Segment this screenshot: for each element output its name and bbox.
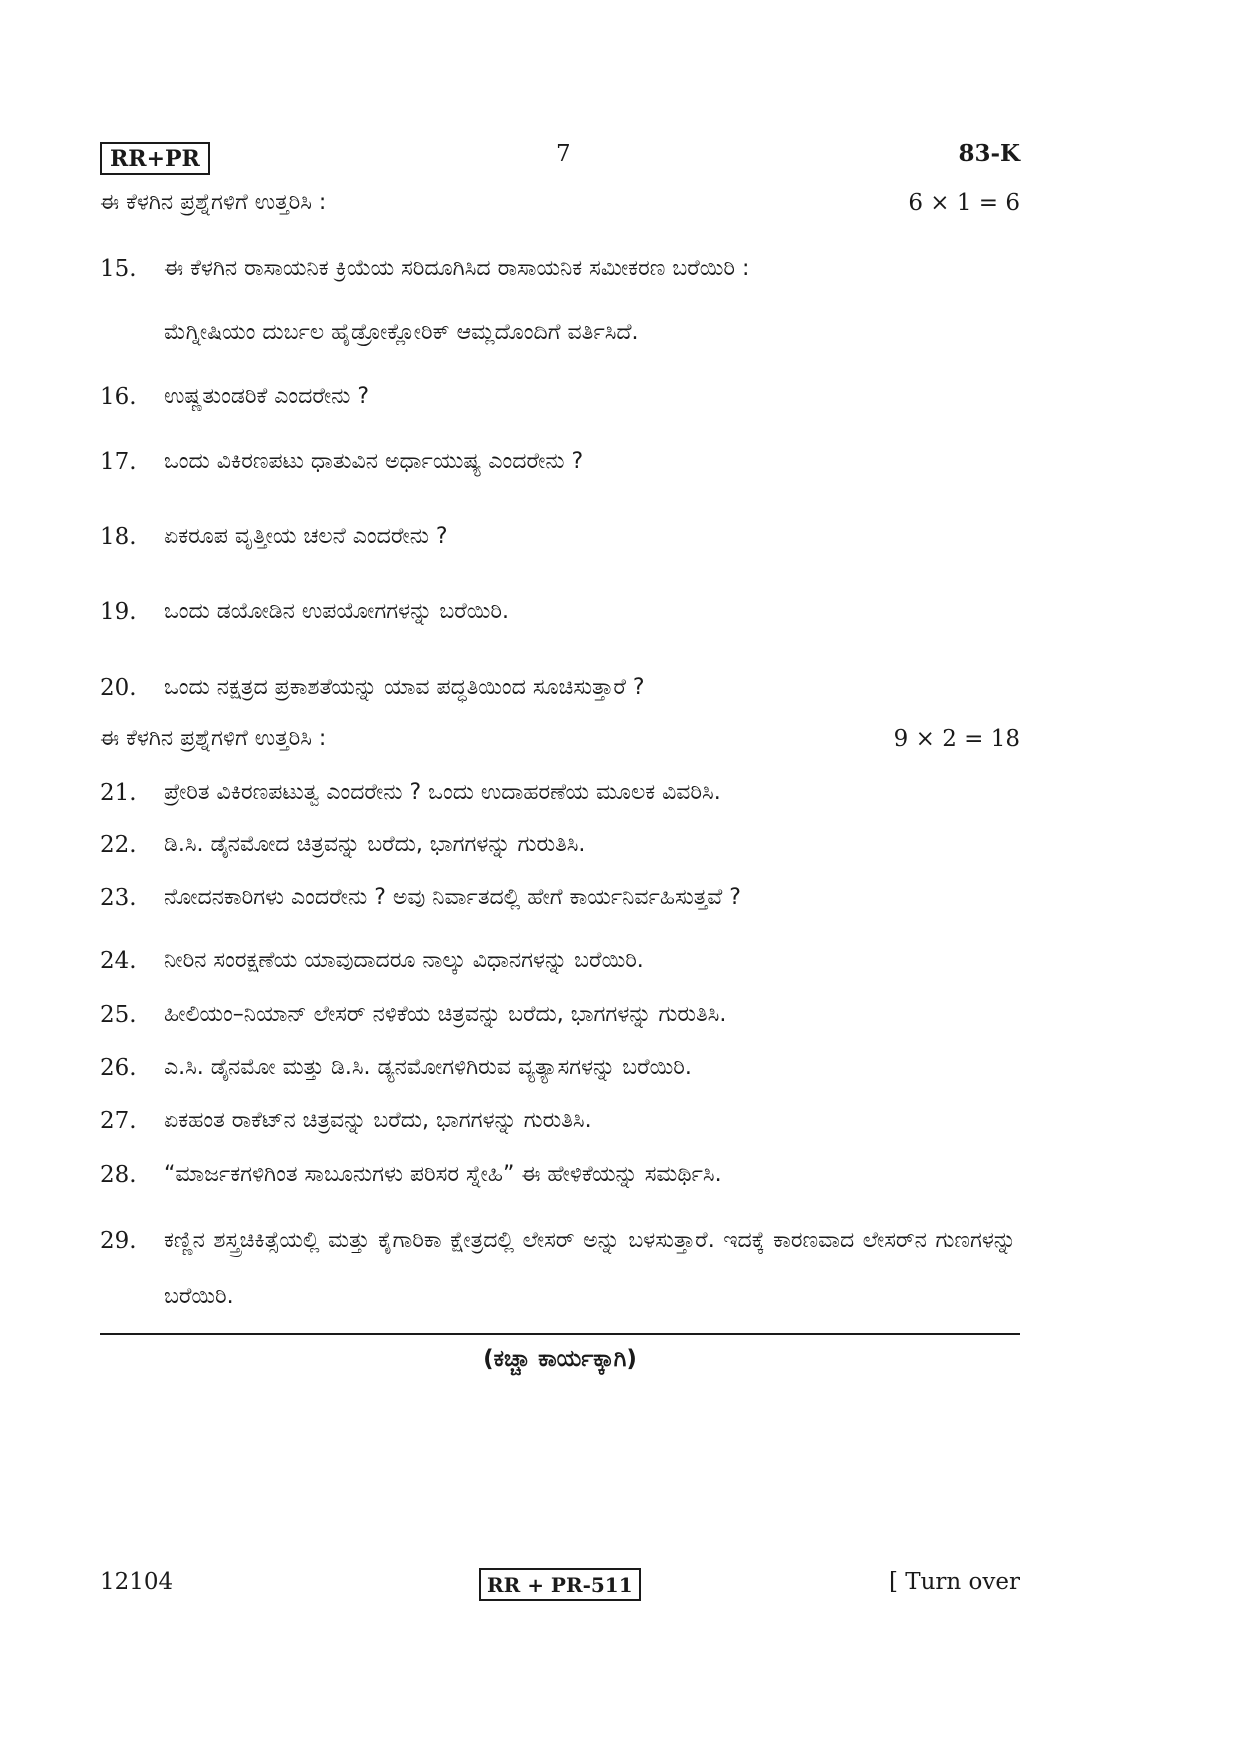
question-text: ಒಂದು ವಿಕಿರಣಪಟು ಧಾತುವಿನ ಅರ್ಧಾಯುಷ್ಯ ಎಂದರೇನು ? xyxy=(164,449,584,474)
section-b-marks: 9 × 2 = 18 xyxy=(893,726,1020,752)
header-box-code: RR+PR xyxy=(100,142,210,175)
question-number: 26. xyxy=(100,1055,137,1081)
question-number: 23. xyxy=(100,885,137,911)
question-text: ಒಂದು ಡಯೋಡಿನ ಉಪಯೋಗಗಳನ್ನು ಬರೆಯಿರಿ. xyxy=(164,599,509,624)
question-number: 27. xyxy=(100,1108,137,1134)
question-text: ಉಷ್ಣತುಂಡರಿಕೆ ಎಂದರೇನು ? xyxy=(164,384,370,409)
question-number: 16. xyxy=(100,384,137,410)
question-number: 15. xyxy=(100,256,137,282)
question-number: 21. xyxy=(100,780,137,806)
horizontal-rule xyxy=(100,1333,1020,1335)
question-text: ಏಕರೂಪ ವೃತ್ತೀಯ ಚಲನೆ ಎಂದರೇನು ? xyxy=(164,524,448,549)
question-text: ಏಕಹಂತ ರಾಕೆಟ್‌ನ ಚಿತ್ರವನ್ನು ಬರೆದು, ಭಾಗಗಳನ್ನು ಗುರುತಿಸಿ. xyxy=(164,1108,592,1133)
page-number: 7 xyxy=(556,141,571,167)
question-number: 24. xyxy=(100,948,137,974)
question-number: 29. xyxy=(100,1228,137,1254)
question-text: ಎ.ಸಿ. ಡೈನಮೋ ಮತ್ತು ಡಿ.ಸಿ. ಡ್ಯನಮೋಗಳಿಗಿರುವ ವ್ಯತ್ಯಾಸಗಳನ್ನು ಬರೆಯಿರಿ. xyxy=(164,1055,692,1080)
question-number: 28. xyxy=(100,1162,137,1188)
question-text: ಡಿ.ಸಿ. ಡೈನಮೋದ ಚಿತ್ರವನ್ನು ಬರೆದು, ಭಾಗಗಳನ್ನು ಗುರುತಿಸಿ. xyxy=(164,832,586,857)
paper-code: 83-K xyxy=(958,140,1020,167)
question-text: “ಮಾರ್ಜಕಗಳಿಗಿಂತ ಸಾಬೂನುಗಳು ಪರಿಸರ ಸ್ನೇಹಿ” ಈ ಹೇಳಿಕೆಯನ್ನು ಸಮರ್ಥಿಸಿ. xyxy=(164,1162,722,1187)
question-number: 18. xyxy=(100,524,137,550)
question-text-line2: ಮೆಗ್ನೀಷಿಯಂ ದುರ್ಬಲ ಹೈಡ್ರೋಕ್ಲೋರಿಕ್ ಆಮ್ಲದೊಂದಿಗೆ ವರ್ತಿಸಿದೆ. xyxy=(164,320,639,345)
section-a-instruction: ಈ ಕೆಳಗಿನ ಪ್ರಶ್ನೆಗಳಿಗೆ ಉತ್ತರಿಸಿ : xyxy=(100,190,327,215)
section-a-marks: 6 × 1 = 6 xyxy=(908,190,1020,216)
question-text: ಒಂದು ನಕ್ಷತ್ರದ ಪ್ರಕಾಶತೆಯನ್ನು ಯಾವ ಪದ್ಧತಿಯಿಂದ ಸೂಚಿಸುತ್ತಾರೆ ? xyxy=(164,675,645,700)
footer-box-code: RR + PR-511 xyxy=(479,1568,641,1601)
question-number: 25. xyxy=(100,1002,137,1028)
question-text: ನೀರಿನ ಸಂರಕ್ಷಣೆಯ ಯಾವುದಾದರೂ ನಾಲ್ಕು ವಿಧಾನಗಳನ್ನು ಬರೆಯಿರಿ. xyxy=(164,948,644,973)
question-text: ಪ್ರೇರಿತ ವಿಕಿರಣಪಟುತ್ವ ಎಂದರೇನು ? ಒಂದು ಉದಾಹರಣೆಯ ಮೂಲಕ ವಿವರಿಸಿ. xyxy=(164,780,721,805)
question-text: ಹೀಲಿಯಂ–ನಿಯಾನ್ ಲೇಸರ್ ನಳಿಕೆಯ ಚಿತ್ರವನ್ನು ಬರೆದು, ಭಾಗಗಳನ್ನು ಗುರುತಿಸಿ. xyxy=(164,1002,727,1027)
turn-over-label: [ Turn over xyxy=(888,1569,1020,1595)
section-b-instruction: ಈ ಕೆಳಗಿನ ಪ್ರಶ್ನೆಗಳಿಗೆ ಉತ್ತರಿಸಿ : xyxy=(100,726,327,751)
question-number: 19. xyxy=(100,599,137,625)
question-text: ನೋದನಕಾರಿಗಳು ಎಂದರೇನು ? ಅವು ನಿರ್ವಾತದಲ್ಲಿ ಹೇಗೆ ಕಾರ್ಯನಿರ್ವಹಿಸುತ್ತವೆ ? xyxy=(164,885,741,910)
question-number: 20. xyxy=(100,675,137,701)
rough-work-caption: (ಕಚ್ಚಾ ಕಾರ್ಯಕ್ಕಾಗಿ) xyxy=(483,1346,637,1372)
question-text: ಕಣ್ಣಿನ ಶಸ್ತ್ರಚಿಕಿತ್ಸೆಯಲ್ಲಿ ಮತ್ತು ಕೈಗಾರಿಕಾ ಕ್ಷೇತ್ರದಲ್ಲಿ ಲೇಸರ್ ಅನ್ನು ಬಳಸುತ್ತಾರೆ. ಇದಕ್ಕೆ ಕಾರಣವಾದ ಲೇಸರ್‌ನ ಗುಣಗಳನ್ನು ಬರೆಯಿರಿ. xyxy=(164,1228,1016,1309)
question-number: 17. xyxy=(100,449,137,475)
question-text: ಈ ಕೆಳಗಿನ ರಾಸಾಯನಿಕ ಕ್ರಿಯೆಯ ಸರಿದೂಗಿಸಿದ ರಾಸಾಯನಿಕ ಸಮೀಕರಣ ಬರೆಯಿರಿ : xyxy=(164,256,750,281)
question-number: 22. xyxy=(100,832,137,858)
footer-code: 12104 xyxy=(100,1569,174,1595)
